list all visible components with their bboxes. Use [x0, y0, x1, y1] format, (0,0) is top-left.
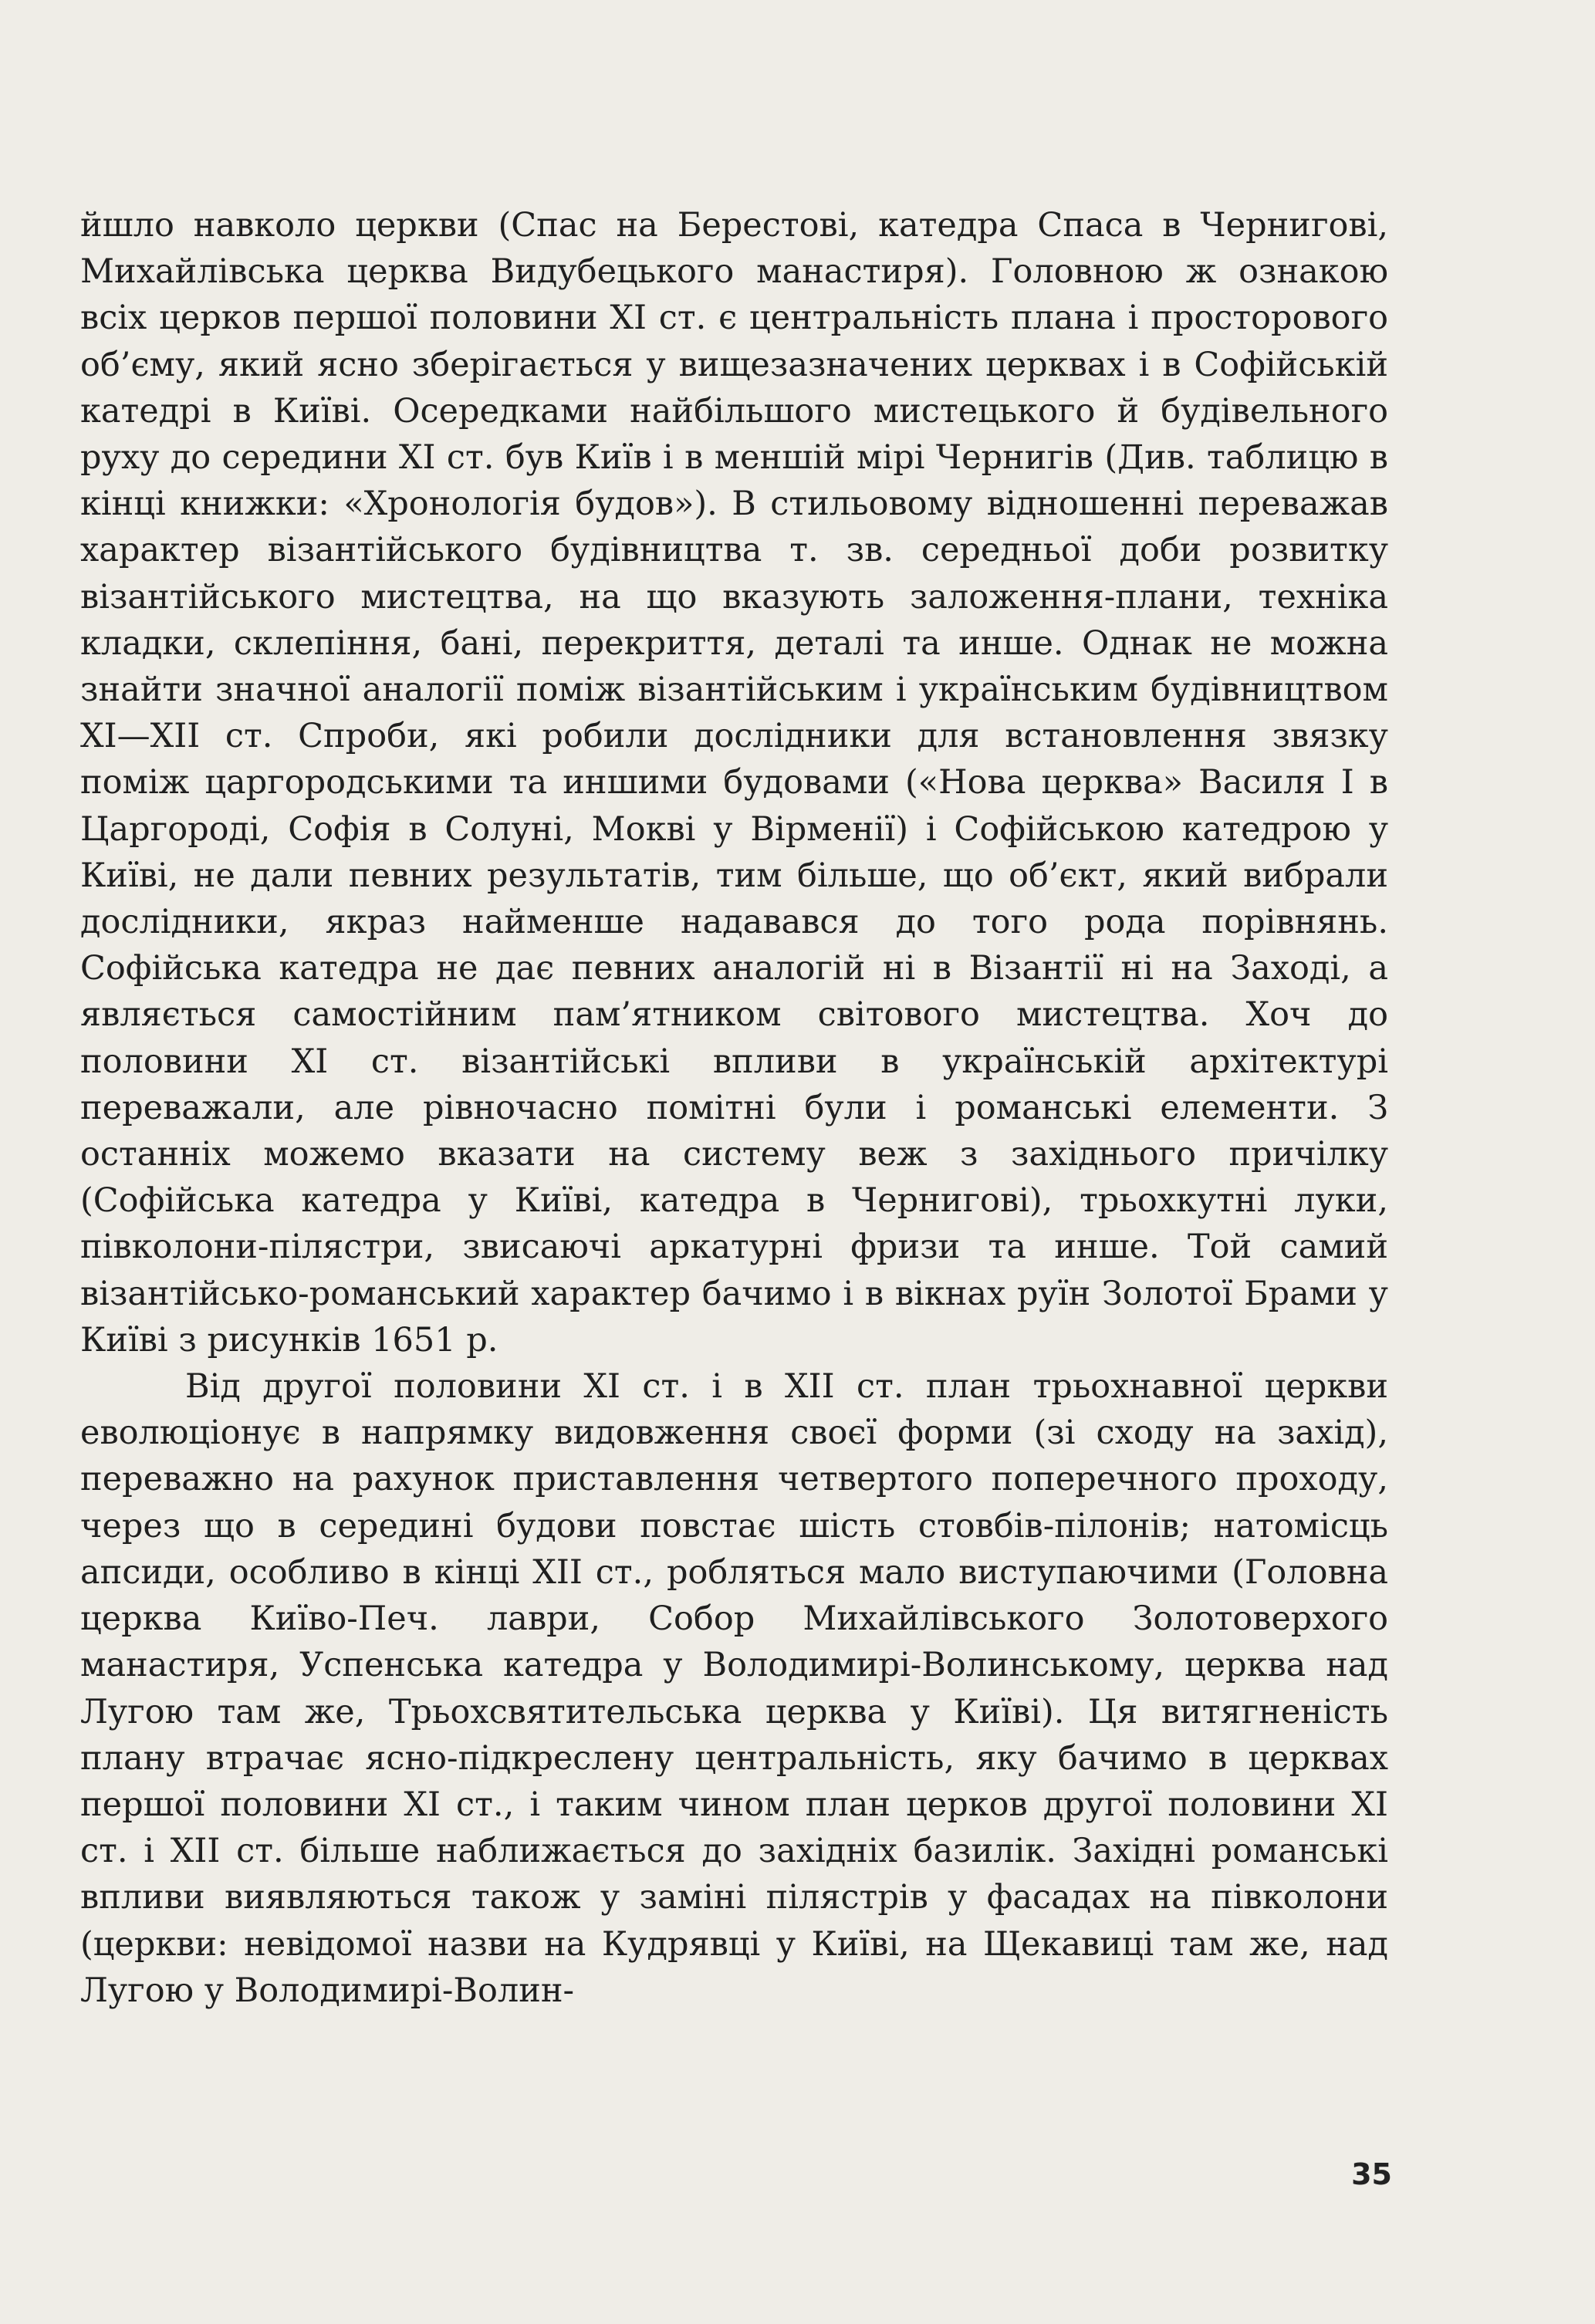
paragraph-continued: йшло навколо церкви (Спас на Берестові, катедра Спаса в Чернигові, Михайлівська церква Видубецького манастиря). Головною ж ознакою всіх церков першої половини XI ст. є центральність плана і просторового об’єму, який ясно зберігається у вищезазначених церквах і в Софійській катедрі в Київі. Осередками найбільшого мистецького й будівельного руху до середини XI ст. був Київ і в меншій мірі Чернигів (Див. таблицю в кінці книжки: «Хронологія будов»). В стильовому відношенні переважав характер візантійського будівництва т. зв. середньої доби розвитку візантійського мистецтва, на що вказують заложення-плани, техніка кладки, склепіння, бані, перекриття, деталі та инше. Однак не можна знайти значної аналогії поміж візантійським і українським будівництвом XI—XII ст. Спроби, які робили дослідники для встановлення звязку поміж царгородськими та иншими будовами («Нова церква» Василя I в Царгороді, Софія в Солуні, Мокві у Вірменії) і Софійською катедрою у Київі, не дали певних результатів, тим більше, що об’єкт, який вибрали дослідники, якраз найменше надавався до того рода порівнянь. Софійська катедра не дає певних аналогій ні в Візантії ні на Заході, а являється самостійним пам’ятником світового мистецтва. Хоч до половини XI ст. візантійські впливи в українській архітектурі переважали, але рівночасно помітні були і романські елементи. З останніх можемо вказати на систему веж з західнього причілку (Софійська катедра у Київі, катедра в Чернигові), трьохкутні луки, півколони-пілястри, звисаючі аркатурні фризи та инше. Той самий візантійсько-романський характер бачимо і в вікнах руїн Золотої Брами у Київі з рисунків 1651 р.	[80, 206, 1388, 1360]
body-text	[80, 202, 1388, 2014]
paragraph-second: Від другої половини XI ст. і в XII ст. план трьохнавної церкви еволюціонує в напрямку видовження своєї форми (зі сходу на захід), переважно на рахунок приставлення четвертого поперечного проходу, через що в середині будови повстає шість стовбів-пілонів; натомісць апсиди, особливо в кінці XII ст., робляться мало виступаючими (Головна церква Київо-Печ. лаври, Собор Михайлівського Золотоверхого манастиря, Успенська катедра у Володимирі-Волинському, церква над Лугою там же, Трьохсвятительська церква у Київі). Ця витягненість плану втрачає ясно-підкреслену центральність, яку бачимо в церквах першої половини XI ст., і таким чином план церков другої половини XI ст. і XII ст. більше наближається до західніх базилік. Західні романські впливи виявляються також у заміні пілястрів у фасадах на півколони (церкви: невідомої назви на Кудрявці у Київі, на Щекавиці там же, над Лугою у Володимирі-Волин-	[80, 1367, 1388, 2010]
page-number: 35	[1351, 2157, 1392, 2191]
